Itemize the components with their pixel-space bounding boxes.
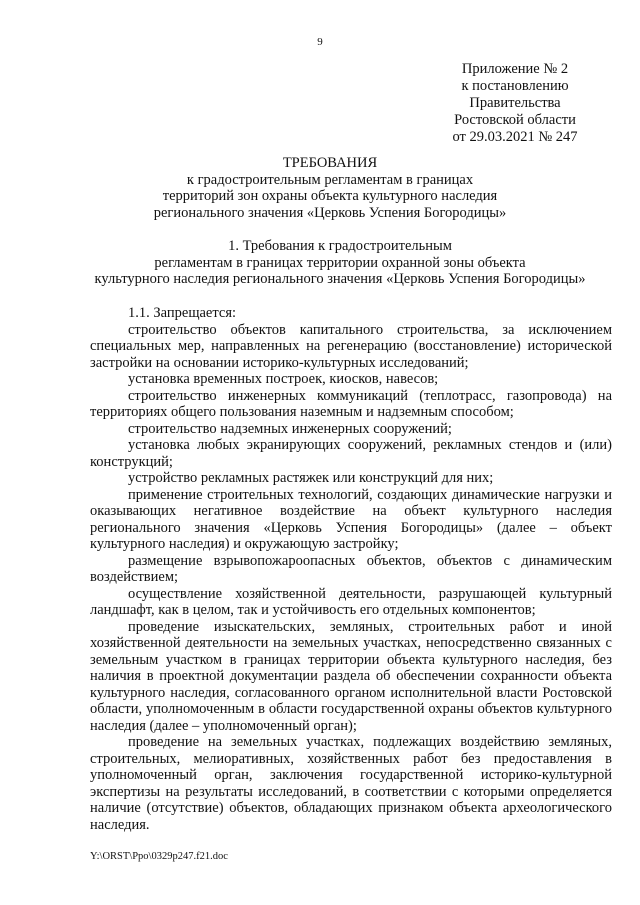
paragraph: размещение взрывопожароопасных объектов, объектов с динамическим воздействием; (90, 552, 612, 585)
section-line: культурного наследия регионального значения «Церковь Успения Богородицы» (94, 271, 586, 288)
paragraph: осуществление хозяйственной деятельности, разрушающей культурный ландшафт, как в целом, так и устойчивость его отдельных компонентов; (90, 585, 612, 618)
appendix-block (420, 61, 610, 146)
paragraph: 1.1. Запрещается: (128, 305, 237, 321)
paragraph: установка любых экранирующих сооружений, рекламных стендов и (или) конструкций; (90, 437, 612, 470)
title-line: регионального значения «Церковь Успения Богородицы» (153, 204, 507, 221)
paragraph: проведение на земельных участках, подлежащих воздействию земляных, строительных, мелиоративных, хозяйственных работ без предоставления в уполномоченный орган, заключения государственной историко-культурной экспертизы на результаты исследований, в соответствии с которыми определяется наличие (отсутствие) объектов, обладающих признаком объекта археологического наследия. (90, 734, 612, 833)
paragraph: устройство рекламных растяжек или конструкций для них; (128, 470, 494, 486)
section-line: 1. Требования к градостроительным (228, 238, 452, 254)
paragraph: применение строительных технологий, создающих динамические нагрузки и оказывающих негативное воздействие на объект культурного наследия регионального значения «Церковь Успения Богородицы» (далее – объект культурного наследия) и окружающую застройку; (90, 486, 612, 552)
paragraph: установка временных построек, киосков, навесов; (128, 371, 439, 387)
section-line: регламентам в границах территории охранной зоны объекта (154, 254, 526, 271)
file-path-footer: Y:\ORST\Ppo\0329p247.f21.doc (90, 851, 228, 862)
appendix-line: от 29.03.2021 № 247 (452, 129, 578, 145)
title-line: территорий зон охраны объекта культурного наследия (162, 188, 498, 205)
appendix-line: Ростовской области (454, 112, 576, 128)
document-title (60, 155, 600, 221)
page-number: 9 (317, 36, 323, 48)
paragraph: строительство надземных инженерных сооружений; (128, 420, 452, 437)
appendix-line: Правительства (469, 95, 561, 111)
appendix-line: Приложение № 2 (461, 61, 569, 77)
title-line: к градостроительным регламентам в границах (186, 171, 474, 188)
section-heading (60, 238, 620, 288)
paragraph: проведение изыскательских, земляных, строительных работ и иной хозяйственной деятельности на земельных участках, непосредственно связанных с земельным участком в границах территории объекта культурного наследия, без наличия в проектной документации раздела об обеспечении сохранности объекта культурного наследия, согласованного органом исполнительной власти Ростовской области, уполномоченным в области государственной охраны объектов культурного наследия (далее – уполномоченный орган); (90, 618, 612, 734)
paragraph: строительство инженерных коммуникаций (теплотрасс, газопровода) на территориях общего пользования наземным и надземным способом; (90, 387, 612, 420)
body-text (90, 305, 612, 833)
paragraph: строительство объектов капитального строительства, за исключением специальных мер, направленных на регенерацию (восстановление) исторической застройки на основании историко-культурных исследований; (90, 321, 612, 371)
title-heading: ТРЕБОВАНИЯ (282, 155, 378, 171)
appendix-line: к постановлению (461, 78, 569, 94)
